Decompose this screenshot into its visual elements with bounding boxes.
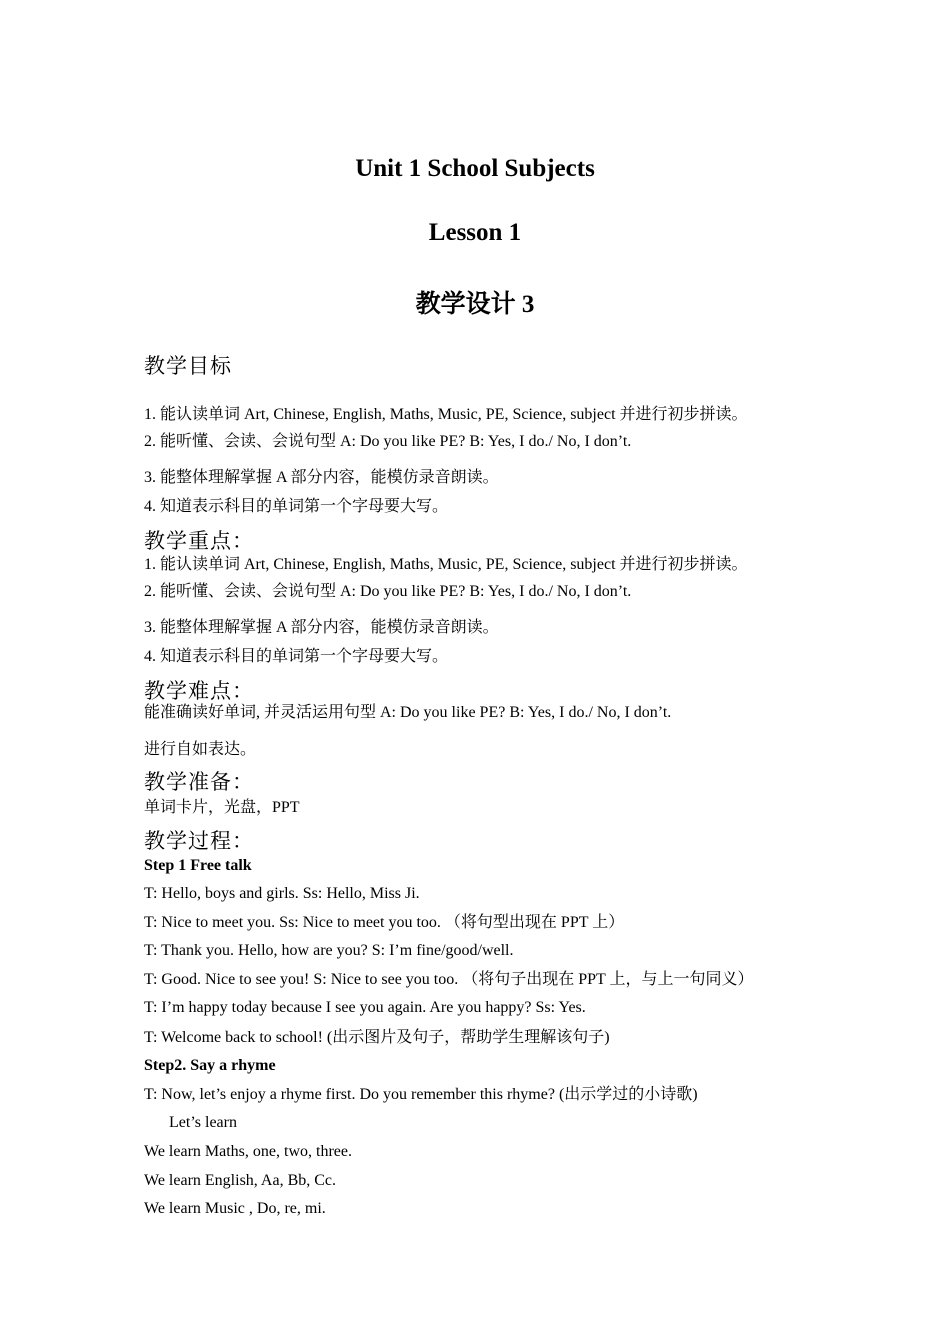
objective-item: 2. 能听懂、会读、会说句型 A: Do you like PE? B: Yes, I do./ No, I don’t. [144,433,632,450]
rhyme-line: We learn English, Aa, Bb, Cc. [144,1172,337,1189]
key-point-item: 1. 能认读单词 Art, Chinese, English, Maths, Music, PE, Science, subject 并进行初步拼读。 [144,556,748,573]
process-heading: 教学过程： [144,829,254,853]
key-points-heading: 教学重点： [144,529,254,553]
step2-heading: Step2. Say a rhyme [144,1057,276,1074]
objective-item: 1. 能认读单词 Art, Chinese, English, Maths, Music, PE, Science, subject 并进行初步拼读。 [144,406,748,423]
dialogue-line: T: Good. Nice to see you! S: Nice to see you too. （将句子出现在 PPT 上，与上一句同义） [144,971,754,988]
design-title: 教学设计 3 [415,291,535,318]
objective-item: 4. 知道表示科目的单词第一个字母要大写。 [144,498,449,515]
preparation-text: 单词卡片，光盘，PPT [144,799,300,816]
step1-heading: Step 1 Free talk [144,857,252,874]
dialogue-line: T: Welcome back to school! (出示图片及句子，帮助学生理解该句子) [144,1029,610,1046]
dialogue-line: T: Nice to meet you. Ss: Nice to meet you too. （将句型出现在 PPT 上） [144,914,625,931]
preparation-heading: 教学准备： [144,770,254,794]
rhyme-title: Let’s learn [169,1114,237,1131]
lesson-title: Lesson 1 [428,219,522,246]
key-point-item: 3. 能整体理解掌握 A 部分内容，能模仿录音朗读。 [144,619,499,636]
rhyme-line: We learn Maths, one, two, three. [144,1143,352,1160]
dialogue-line: T: Now, let’s enjoy a rhyme first. Do you remember this rhyme? (出示学过的小诗歌) [144,1086,698,1103]
difficulties-heading: 教学难点： [144,679,254,703]
key-point-item: 4. 知道表示科目的单词第一个字母要大写。 [144,648,449,665]
unit-title: Unit 1 School Subjects [355,155,595,182]
objective-item: 3. 能整体理解掌握 A 部分内容，能模仿录音朗读。 [144,469,499,486]
dialogue-line: T: Thank you. Hello, how are you? S: I’m fine/good/well. [144,942,514,959]
difficulty-item: 进行自如表达。 [144,741,257,758]
dialogue-line: T: Hello, boys and girls. Ss: Hello, Miss Ji. [144,885,420,902]
rhyme-line: We learn Music , Do, re, mi. [144,1200,326,1217]
dialogue-line: T: I’m happy today because I see you again. Are you happy? Ss: Yes. [144,999,586,1016]
objectives-heading: 教学目标 [144,354,232,378]
difficulty-item: 能准确读好单词, 并灵活运用句型 A: Do you like PE? B: Yes, I do./ No, I don’t. [144,704,672,721]
key-point-item: 2. 能听懂、会读、会说句型 A: Do you like PE? B: Yes, I do./ No, I don’t. [144,583,632,600]
